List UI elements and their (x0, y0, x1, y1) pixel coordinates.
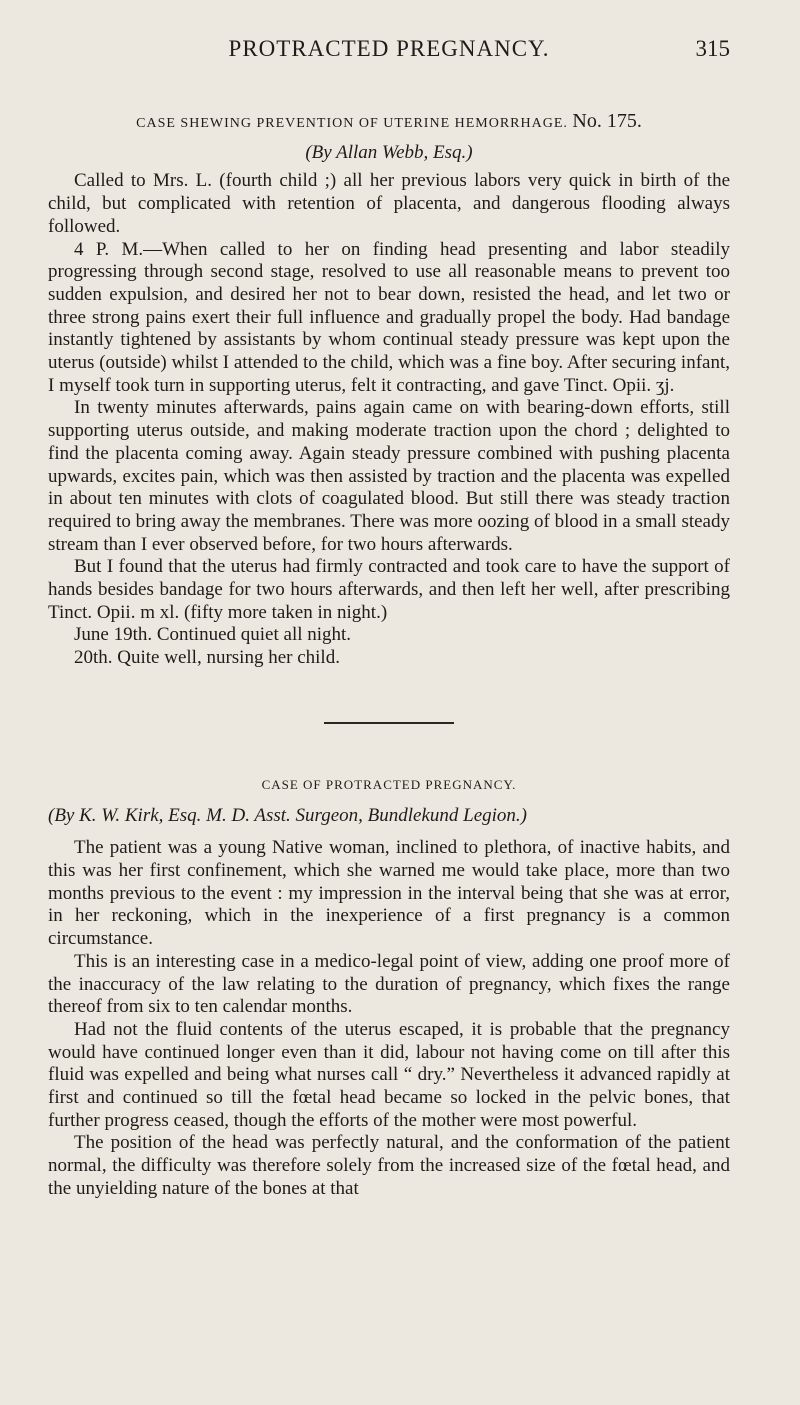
case-175-paragraph-2: 4 P. M.—When called to her on finding head presenting and labor steadily progressing through second stage, resolved to use all reasonable means to prevent too sudden expulsion, and desired her not to bear down, resisted the head, and let two or three strong pains exert their full influence and gradually propel the body. Had bandage instantly tightened by assistants by whom continual steady pressure was kept upon the uterus (outside) whilst I attended to the child, which was a fine boy. After securing infant, I myself took turn in supporting uterus, felt it contracting, and gave Tinct. Opii. ʒj. (48, 238, 730, 396)
page-number: 315 (695, 36, 730, 61)
protracted-pregnancy-paragraph-2: This is an interesting case in a medico-legal point of view, adding one proof more of the inaccuracy of the law relating to the duration of pregnancy, which fixes the range thereof from six to ten calendar months. (48, 950, 730, 1018)
case-175-byline: (By Allan Webb, Esq.) (305, 141, 473, 163)
running-title: PROTRACTED PREGNANCY. (228, 36, 550, 61)
case-175-number: No. 175. (572, 110, 642, 132)
protracted-pregnancy-heading: CASE OF PROTRACTED PREGNANCY. (261, 776, 517, 792)
case-175-paragraph-3: In twenty minutes afterwards, pains again came on with bearing-down efforts, still supporting uterus outside, and making moderate traction upon the chord ; delighted to find the placenta coming away. Again steady pressure combined with pushing placenta upwards, excites pain, which was then assisted by traction and the placenta was expelled in about ten minutes with clots of coagulated blood. But still there was steady traction required to bring away the membranes. There was more oozing of blood in a small steady stream than I ever observed before, for two hours afterwards. (48, 397, 730, 555)
protracted-pregnancy-byline: (By K. W. Kirk, Esq. M. D. Asst. Surgeon, Bundlekund Legion.) (48, 804, 528, 826)
protracted-pregnancy-paragraph-3: Had not the fluid contents of the uterus escaped, it is probable that the pregnancy would have continued longer even than it did, labour not having come on till after this fluid was expelled and being what nurses call “ dry.” Nevertheless it advanced rapidly at first and continued so till the fœtal head became so locked in the pelvic bones, that further progress ceased, though the efforts of the mother were most powerful. (48, 1018, 730, 1131)
case-175-paragraph-1: Called to Mrs. L. (fourth child ;) all her previous labors very quick in birth of the child, but complicated with retention of placenta, and dangerous flooding always followed. (48, 170, 730, 237)
case-175-date-20th: 20th. Quite well, nursing her child. (74, 647, 340, 669)
page-content (48, 110, 730, 1201)
protracted-pregnancy-paragraph-4: The position of the head was perfectly natural, and the conformation of the patient normal, the difficulty was therefore solely from the increased size of the fœtal head, and the unyielding nature of the bones at that (48, 1132, 730, 1199)
protracted-pregnancy-section (48, 774, 730, 1201)
case-175-paragraph-4: But I found that the uterus had firmly contracted and took care to have the support of hands besides bandage for two hours afterwards, and then left her well, after prescribing Tinct. Opii. m xl. (fifty more taken in night.) (48, 556, 730, 623)
case-175-date-june-19: June 19th. Continued quiet all night. (74, 624, 352, 646)
case-175-title: CASE SHEWING PREVENTION OF UTERINE HEMORRHAGE. (136, 116, 568, 131)
case-175-section (48, 110, 730, 670)
case-175-heading (48, 110, 730, 136)
section-divider (324, 722, 454, 724)
running-head (48, 36, 730, 76)
protracted-pregnancy-paragraph-1: The patient was a young Native woman, inclined to plethora, of inactive habits, and this was her first confinement, which she warned me would take place, more than two months previous to the event : my impression in the interval being that she was at error, in her reckoning, which in the inexperience of a first pregnancy is a common circumstance. (48, 837, 730, 950)
